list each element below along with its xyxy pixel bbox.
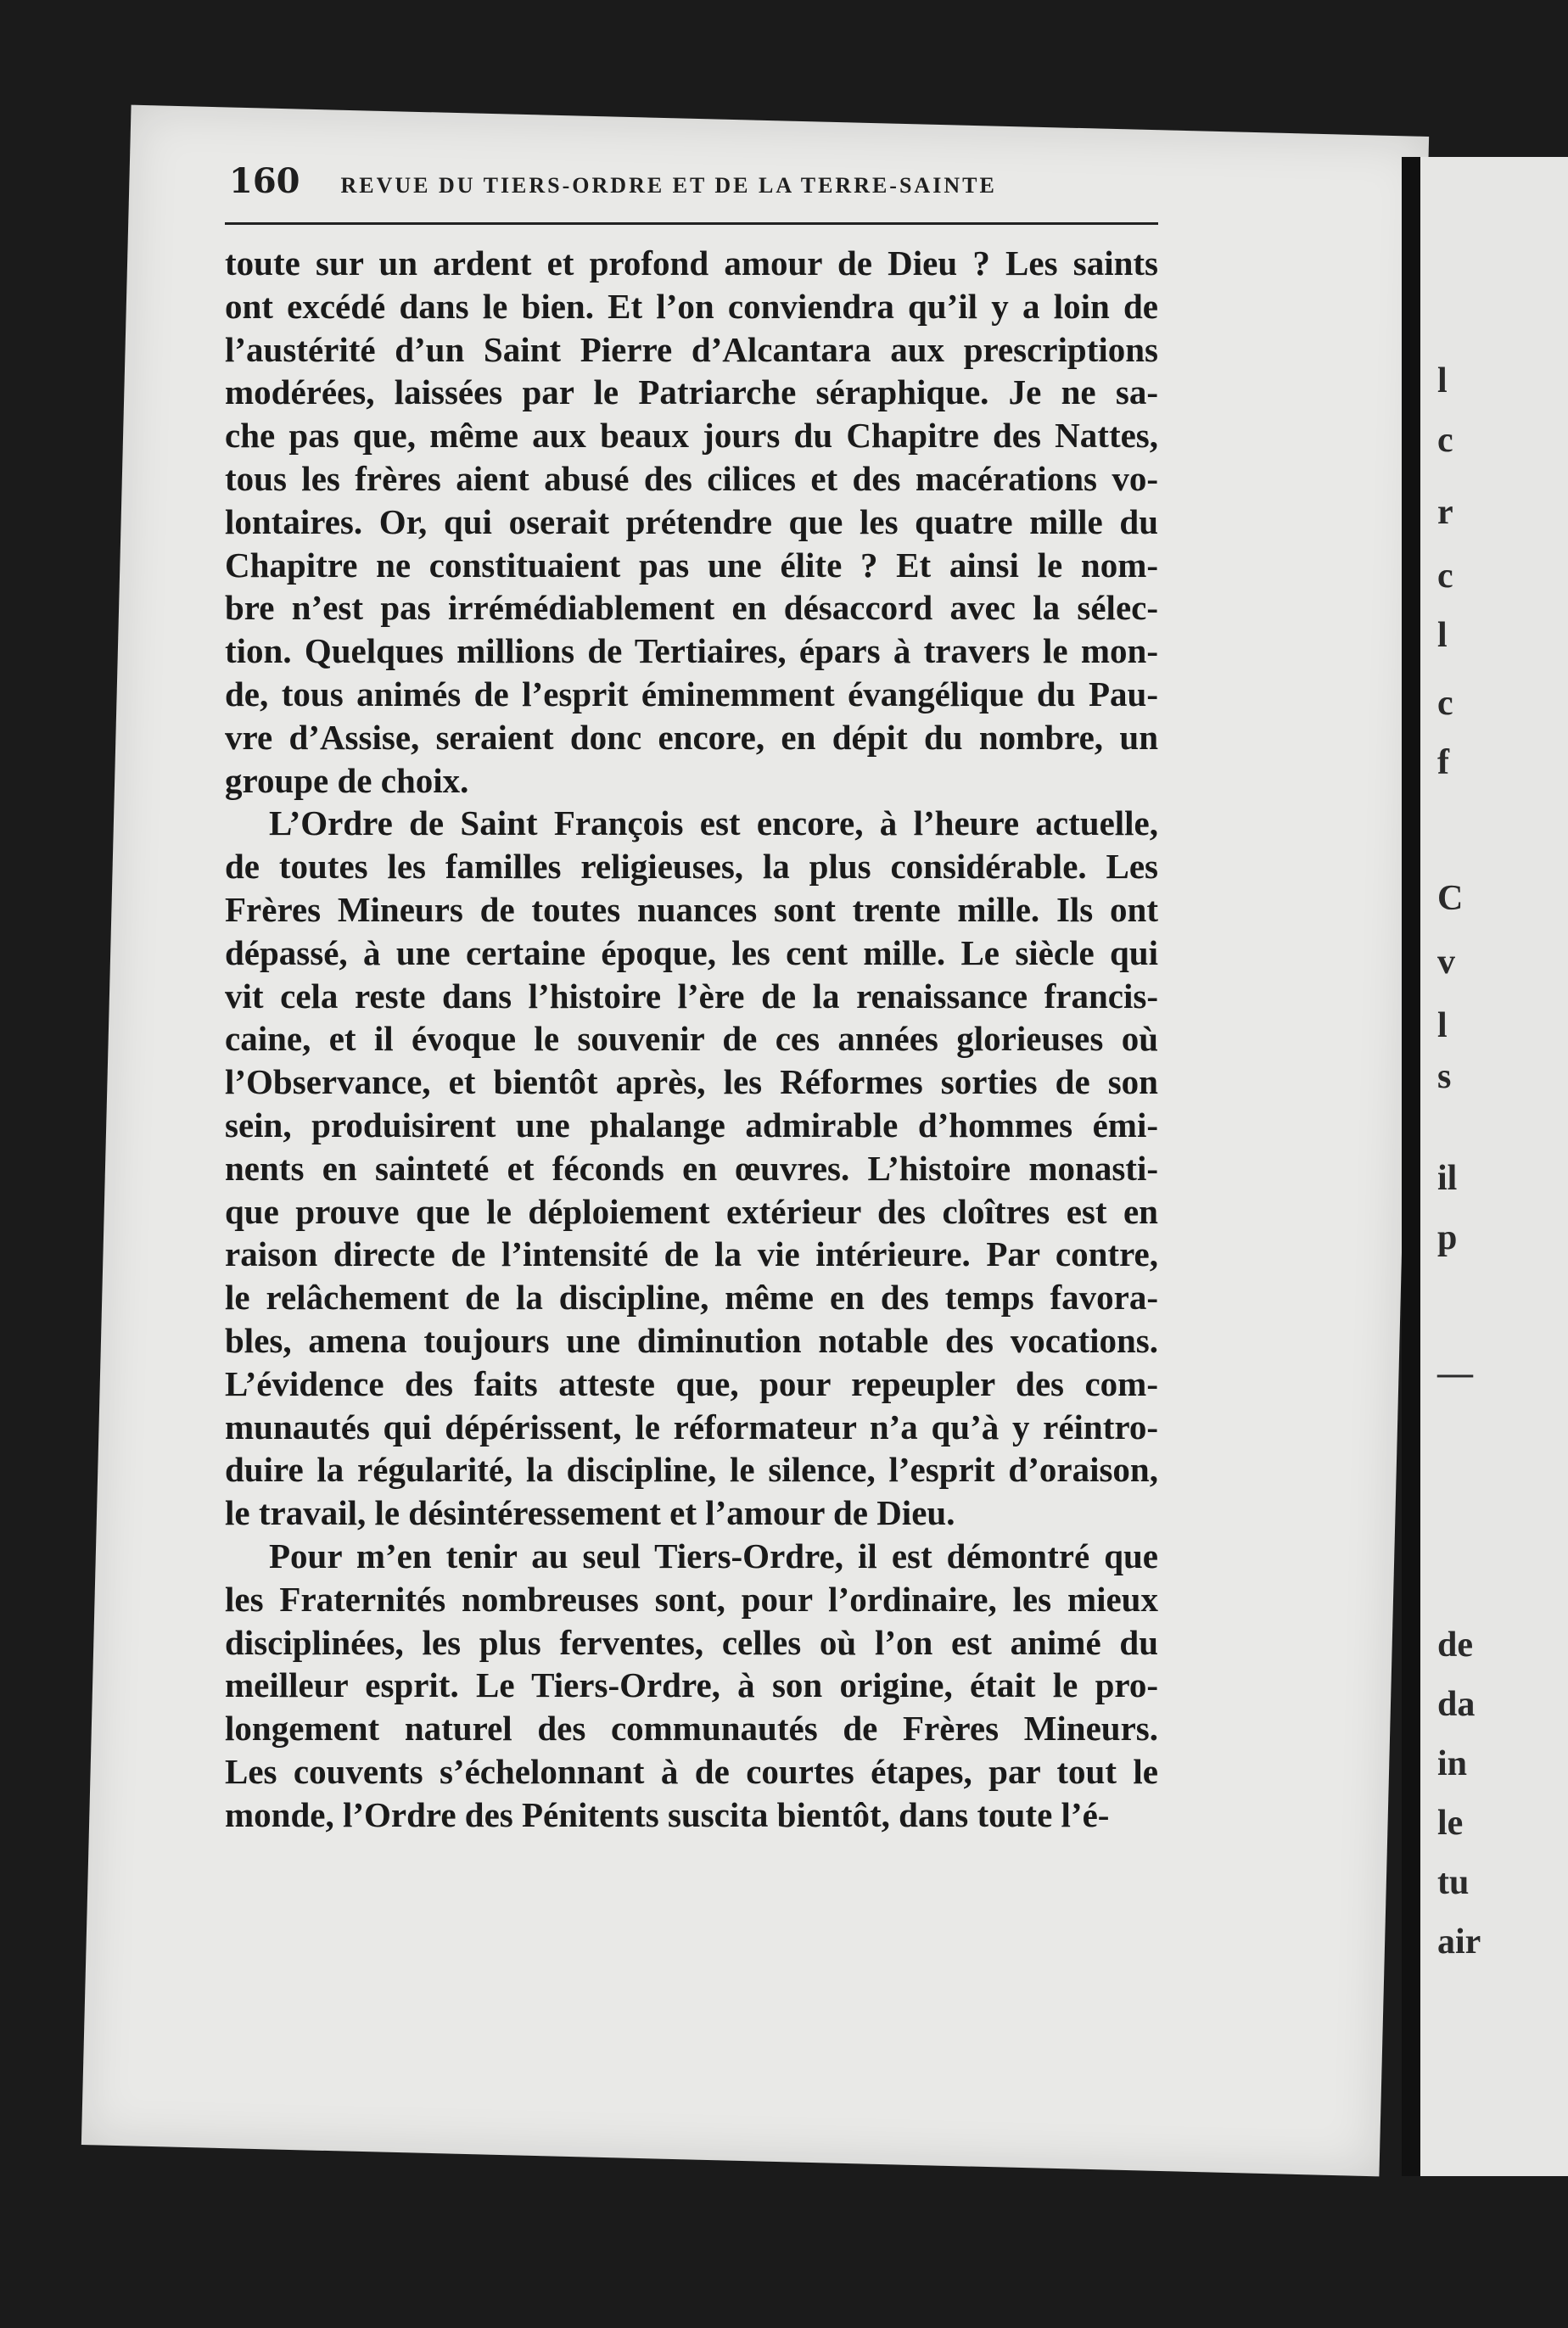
text-line: l’austérité d’un Saint Pierre d’Alcantara aux prescriptions <box>225 329 1158 369</box>
text-line: monde, l’Ordre des Pénitents suscita bientôt, dans toute l’é- <box>225 1794 1110 1834</box>
text-line: tous les frères aient abusé des cilices et des macérations vo- <box>225 458 1158 498</box>
text-line: che pas que, même aux beaux jours du Chapitre des Nattes, <box>225 416 1158 456</box>
page-header <box>229 161 1162 201</box>
facing-page-fragment: — <box>1437 1354 1473 1393</box>
facing-page-fragment: r <box>1437 493 1453 532</box>
text-line: L’évidence des faits atteste que, pour repeupler des com- <box>225 1363 1158 1403</box>
facing-page-fragment: s <box>1437 1057 1452 1096</box>
paragraph <box>225 242 1158 802</box>
facing-page-fragment: air <box>1437 1922 1481 1961</box>
text-line: groupe de choix. <box>225 760 469 800</box>
paragraph <box>225 802 1158 1535</box>
text-line: nents en sainteté et féconds en œuvres. L’histoire monasti- <box>225 1148 1158 1188</box>
facing-page-fragment: v <box>1437 943 1455 982</box>
facing-page-fragment: le <box>1437 1804 1464 1843</box>
text-line: lontaires. Or, qui oserait prétendre que les quatre mille du <box>225 501 1158 541</box>
running-head: REVUE DU TIERS-ORDRE ET DE LA TERRE-SAINTE <box>340 173 997 198</box>
text-line: sein, produisirent une phalange admirable d’hommes émi- <box>225 1105 1158 1144</box>
text-line: meilleur esprit. Le Tiers-Ordre, à son origine, était le pro- <box>225 1665 1158 1705</box>
text-line: vre d’Assise, seraient donc encore, en dépit du nombre, un <box>225 717 1158 757</box>
facing-page-fragment: c <box>1437 684 1453 723</box>
text-line: toute sur un ardent et profond amour de Dieu ? Les saints <box>225 243 1158 283</box>
text-line: Frères Mineurs de toutes nuances sont trente mille. Ils ont <box>225 889 1158 929</box>
facing-page-fragment: il <box>1437 1159 1458 1198</box>
facing-page-fragment: C <box>1437 879 1464 918</box>
text-line: vit cela reste dans l’histoire l’ère de la renaissance francis- <box>225 976 1158 1016</box>
text-line: Chapitre ne constituaient pas une élite ? Et ainsi le nom- <box>225 545 1158 585</box>
text-line: raison directe de l’intensité de la vie intérieure. Par contre, <box>225 1234 1158 1274</box>
facing-page-fragment: p <box>1437 1218 1458 1257</box>
facing-page-fragment: in <box>1437 1744 1468 1783</box>
body-text <box>225 242 1158 1836</box>
text-line: longement naturel des communautés de Frères Mineurs. <box>225 1709 1158 1749</box>
text-line: ont excédé dans le bien. Et l’on conviendra qu’il y a loin de <box>225 286 1158 326</box>
facing-page-fragment: de <box>1437 1626 1473 1665</box>
text-line: l’Observance, et bientôt après, les Réformes sorties de son <box>225 1062 1158 1102</box>
facing-page-fragment: c <box>1437 421 1453 460</box>
text-line: modérées, laissées par le Patriarche séraphique. Je ne sa- <box>225 372 1158 412</box>
facing-page-fragment: tu <box>1437 1863 1470 1902</box>
text-line: L’Ordre de Saint François est encore, à l’heure actuelle, <box>269 803 1158 843</box>
text-line: le travail, le désintéressement et l’amour de Dieu. <box>225 1493 955 1533</box>
text-line: de toutes les familles religieuses, la plus considérable. Les <box>225 847 1158 887</box>
text-line: Pour m’en tenir au seul Tiers-Ordre, il est démontré que <box>269 1536 1158 1575</box>
text-line: tion. Quelques millions de Tertiaires, épars à travers le mon- <box>225 631 1158 671</box>
text-line: disciplinées, les plus ferventes, celles où l’on est animé du <box>225 1622 1158 1662</box>
text-line: caine, et il évoque le souvenir de ces années glorieuses où <box>225 1019 1158 1059</box>
facing-page-fragment: l <box>1437 361 1448 400</box>
text-line: le relâchement de la discipline, même en des temps favora- <box>225 1278 1158 1318</box>
text-line: munautés qui dépérissent, le réformateur n’a qu’à y réintro- <box>225 1407 1158 1447</box>
header-rule <box>225 222 1158 225</box>
text-line: bles, amena toujours une diminution notable des vocations. <box>225 1320 1158 1360</box>
text-line: bre n’est pas irrémédiablement en désaccord avec la sélec- <box>225 588 1158 628</box>
text-line: Les couvents s’échelonnant à de courtes étapes, par tout le <box>225 1751 1158 1791</box>
text-line: les Fraternités nombreuses sont, pour l’ordinaire, les mieux <box>225 1579 1158 1619</box>
text-line: dépassé, à une certaine époque, les cent mille. Le siècle qui <box>225 932 1158 972</box>
facing-page-edge <box>1402 157 1568 2176</box>
paragraph <box>225 1535 1158 1837</box>
text-line: que prouve que le déploiement extérieur des cloîtres est en <box>225 1191 1158 1231</box>
page-number: 160 <box>229 161 300 201</box>
facing-page-fragment: l <box>1437 616 1448 655</box>
facing-page-fragment: f <box>1437 743 1449 782</box>
facing-page-fragment: da <box>1437 1685 1476 1724</box>
text-line: duire la régularité, la discipline, le silence, l’esprit d’oraison, <box>225 1450 1158 1490</box>
text-line: de, tous animés de l’esprit éminemment évangélique du Pau- <box>225 674 1158 714</box>
facing-page-fragment: c <box>1437 557 1453 596</box>
facing-page-fragment: l <box>1437 1006 1448 1045</box>
